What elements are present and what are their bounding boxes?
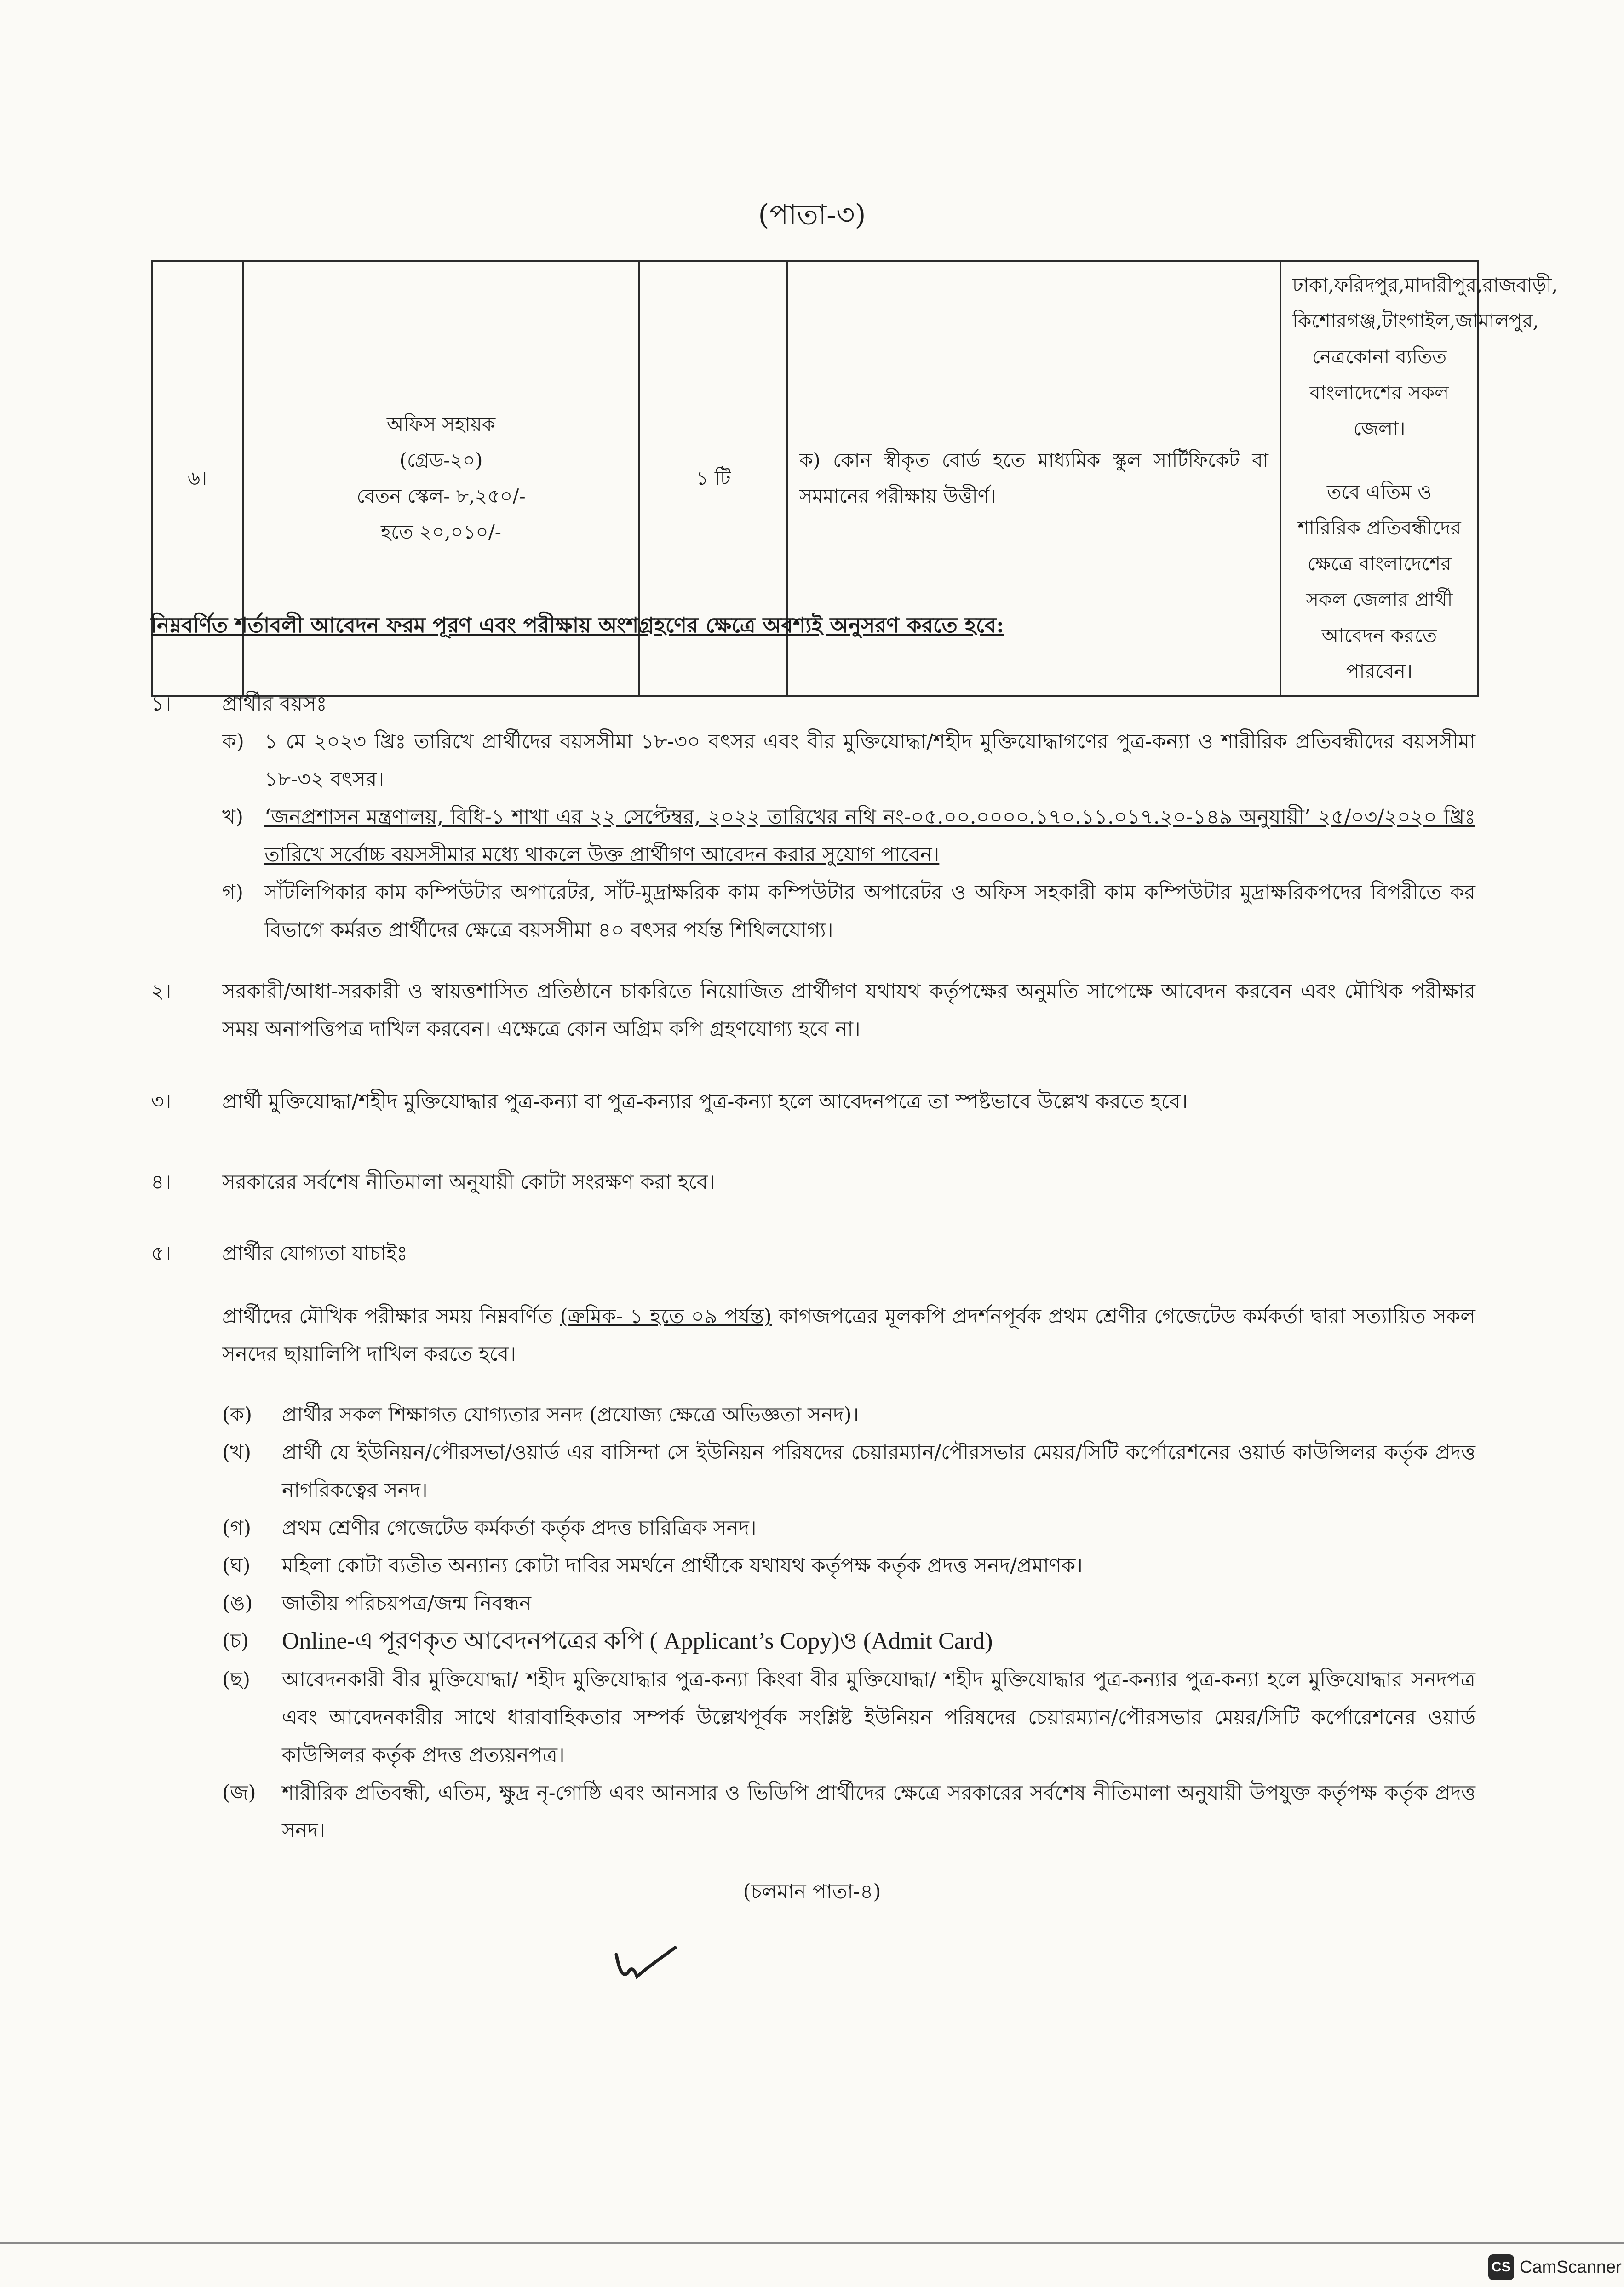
sub-item: [222, 874, 1475, 949]
camscanner-logo-icon: CS: [1488, 2254, 1514, 2280]
condition-item-verification: [151, 1235, 1475, 1850]
item-text: সরকারী/আধা-সরকারী ও স্বায়ত্তশাসিত প্রতিষ্ঠানে চাকরিতে নিয়োজিত প্রার্থীগণ যথাযথ কর্তৃপক্ষের অনুমতি সাপেক্ষে আবেদন করবেন এবং মৌখিক পরীক্ষার সময় অনাপত্তিপত্র দাখিল করবেন। এক্ষেত্রে কোন অগ্রিম কপি গ্রহণযোগ্য হবে না।: [222, 980, 1475, 1041]
page-number-header: (পাতা-৩): [758, 198, 866, 231]
list-item: [222, 1509, 1475, 1547]
item-number: ১।: [151, 692, 172, 716]
list-item: [222, 1547, 1475, 1585]
list-item-text: আবেদনকারী বীর মুক্তিযোদ্ধা/ শহীদ মুক্তিযোদ্ধার পুত্র-কন্যা কিংবা বীর মুক্তিযোদ্ধা/ শহীদ মুক্তিযোদ্ধার পুত্র-কন্যার পুত্র-কন্যা হলে মুক্তিযোদ্ধার সনদপত্র এবং আবেদনকারীর সাথে ধারাবাহিকতার সম্পর্ক উল্লেখপূর্বক সংশ্লিষ্ট ইউনিয়ন পরিষদের চেয়ারম্যান/পৌরসভার মেয়র/সিটি কর্পোরেশনের ওয়ার্ড কাউন্সিলর কর্তৃক প্রদত্ত প্রত্যয়নপত্র।: [282, 1668, 1475, 1767]
sub-item-label: খ): [222, 805, 244, 829]
item-title: প্রার্থীর বয়সঃ: [222, 692, 327, 716]
list-item-label: (ক): [222, 1403, 252, 1427]
item-number: ৪।: [151, 1170, 172, 1194]
sub-item-label: ক): [222, 730, 244, 753]
list-item-text: শারীরিক প্রতিবন্ধী, এতিম, ক্ষুদ্র নৃ-গোষ্ঠি এবং আনসার ও ভিডিপি প্রার্থীদের ক্ষেত্রে সরকারের সর্বশেষ নীতিমালা অনুযায়ী উপযুক্ত কর্তৃপক্ষ কর্তৃক প্রদত্ত সনদ।: [282, 1781, 1475, 1842]
list-item-text: Online-এ পূরণকৃত আবেদনপত্রের কপি ( Applicant’s Copy)ও (Admit Card): [282, 1628, 993, 1654]
item-text: প্রার্থী মুক্তিযোদ্ধা/শহীদ মুক্তিযোদ্ধার পুত্র-কন্যা বা পুত্র-কন্যার পুত্র-কন্যা হলে আবেদনপত্রে তা স্পষ্টভাবে উল্লেখ করতে হবে।: [222, 1090, 1188, 1113]
conditions-heading: নিম্নবর্ণিত শর্তাবলী আবেদন ফরম পূরণ এবং পরীক্ষায় অংশগ্রহণের ক্ষেত্রে অবশ্যই অনুসরণ করতে হবে:: [151, 613, 1004, 637]
continued-page-note: (চলমান পাতা-৪): [743, 1880, 881, 1903]
list-item-label: (খ): [222, 1441, 252, 1464]
serial-range-text: (ক্রমিক- ১ হতে ০৯ পর্যন্ত): [560, 1305, 772, 1328]
list-item-label: (গ): [222, 1516, 252, 1540]
paragraph-text: প্রার্থীদের মৌখিক পরীক্ষার সময় নিম্নবর্ণিত: [222, 1305, 553, 1328]
sub-item-label: গ): [222, 881, 244, 904]
sub-item-text: সাঁটলিপিকার কাম কম্পিউটার অপারেটর, সাঁট-মুদ্রাক্ষরিক কাম কম্পিউটার অপারেটর ও অফিস সহকারী কাম কম্পিউটার মুদ্রাক্ষরিকপদের বিপরীতে কর বিভাগে কর্মরত প্রার্থীদের ক্ষেত্রে বয়সসীমা ৪০ বৎসর পর্যন্ত শিথিলযোগ্য।: [264, 881, 1475, 942]
paragraph-text: কাগজপত্রের মূলকপি প্রদর্শনপূর্বক প্রথম শ্রেণীর গেজেটেড কর্মকর্তা দ্বারা সত্যায়িত সকল সনদের ছায়ালিপি দাখিল করতে হবে।: [222, 1305, 1475, 1366]
list-item: [222, 1434, 1475, 1509]
list-item-text: প্রার্থীর সকল শিক্ষাগত যোগ্যতার সনদ (প্রযোজ্য ক্ষেত্রে অভিজ্ঞতা সনদ)।: [282, 1403, 859, 1427]
sub-item-text: ১ মে ২০২৩ খ্রিঃ তারিখে প্রার্থীদের বয়সসীমা ১৮-৩০ বৎসর এবং বীর মুক্তিযোদ্ধা/শহীদ মুক্তিযোদ্ধাগণের পুত্র-কন্যা ও শারীরিক প্রতিবন্ধীদের বয়সসীমা ১৮-৩২ বৎসর।: [264, 730, 1475, 791]
list-item-text: মহিলা কোটা ব্যতীত অন্যান্য কোটা দাবির সমর্থনে প্রার্থীকে যথাযথ কর্তৃপক্ষ কর্তৃক প্রদত্ত সনদ/প্রমাণক।: [282, 1554, 1083, 1577]
post-title: অফিস সহায়ক: [386, 413, 496, 436]
list-item-text: জাতীয় পরিচয়পত্র/জন্ম নিবন্ধন: [282, 1592, 532, 1615]
post-count-cell: ১ টি: [639, 261, 787, 696]
list-item: [222, 1774, 1475, 1850]
list-item-text: প্রার্থী যে ইউনিয়ন/পৌরসভা/ওয়ার্ড এর বাসিন্দা সে ইউনিয়ন পরিষদের চেয়ারম্যান/পৌরসভার মেয়র/সিটি কর্পোরেশনের ওয়ার্ড কাউন্সিলর কর্তৃক প্রদত্ত নাগরিকত্বের সনদ।: [282, 1441, 1475, 1502]
list-item: [222, 1622, 1475, 1661]
signature-mark: [612, 1936, 681, 1987]
post-pay-scale-upper: হতে ২০,০১০/-: [381, 521, 501, 543]
list-item-label: (ছ): [222, 1668, 250, 1691]
list-item-text: প্রথম শ্রেণীর গেজেটেড কর্মকর্তা কর্তৃক প্রদত্ত চারিত্রিক সনদ।: [282, 1516, 757, 1540]
serial-cell: ৬।: [152, 261, 243, 696]
camscanner-watermark: [1488, 2254, 1622, 2280]
verification-paragraph: [222, 1298, 1475, 1373]
list-item-label: (জ): [222, 1781, 256, 1805]
post-grade: (গ্রেড-২০): [399, 449, 483, 471]
list-item-label: (চ): [222, 1629, 249, 1653]
item-number: ৫।: [151, 1242, 172, 1265]
condition-item-age: [151, 685, 1475, 949]
sub-item-text: ‘জনপ্রশাসন মন্ত্রণালয়, বিধি-১ শাখা এর ২২ সেপ্টেম্বর, ২০২২ তারিখের নথি নং-০৫.০০.০০০০.১৭০.১১.০১৭.২০-১৪৯ অনুযায়ী’ ২৫/০৩/২০২০ খ্রিঃ তারিখে সর্বোচ্চ বয়সসীমার মধ্যে থাকলে উক্ত প্রার্থীগণ আবেদন করার সুযোগ পাবেন।: [264, 805, 1475, 866]
post-pay-scale: বেতন স্কেল- ৮,২৫০/-: [356, 485, 526, 507]
condition-item-quota: [151, 1164, 1475, 1201]
item-number: ২।: [151, 980, 172, 1003]
item-title: প্রার্থীর যোগ্যতা যাচাইঃ: [222, 1242, 408, 1265]
qualification-cell: ক) কোন স্বীকৃত বোর্ড হতে মাধ্যমিক স্কুল সার্টিফিকেট বা সমমানের পরীক্ষায় উত্তীর্ণ।: [787, 261, 1280, 696]
item-number: ৩।: [151, 1090, 172, 1113]
scan-edge-line: [0, 2242, 1624, 2244]
district-list: ঢাকা,ফরিদপুর,মাদারীপুর,রাজবাড়ী, কিশোরগঞ্জ,টাংগাইল,জামালপুর, নেত্রকোনা ব্যতিত বাংলাদেশের সকল জেলা।: [1292, 274, 1558, 440]
camscanner-label: CamScanner: [1520, 2257, 1622, 2277]
document-list: [222, 1396, 1475, 1850]
list-item: [222, 1661, 1475, 1774]
list-item: [222, 1585, 1475, 1622]
condition-item-employed: [151, 973, 1475, 1048]
condition-item-freedom-fighter: [151, 1083, 1475, 1121]
list-item: [222, 1396, 1475, 1434]
item-text: সরকারের সর্বশেষ নীতিমালা অনুযায়ী কোটা সংরক্ষণ করা হবে।: [222, 1170, 715, 1194]
district-note: তবে এতিম ও শারিরিক প্রতিবন্ধীদের ক্ষেত্রে বাংলাদেশের সকল জেলার প্রার্থী আবেদন করতে পারবেন।: [1297, 481, 1461, 682]
list-item-label: (ঘ): [222, 1554, 251, 1577]
sub-item: [222, 723, 1475, 798]
list-item-label: (ঙ): [222, 1592, 253, 1615]
sub-item: [222, 798, 1475, 874]
